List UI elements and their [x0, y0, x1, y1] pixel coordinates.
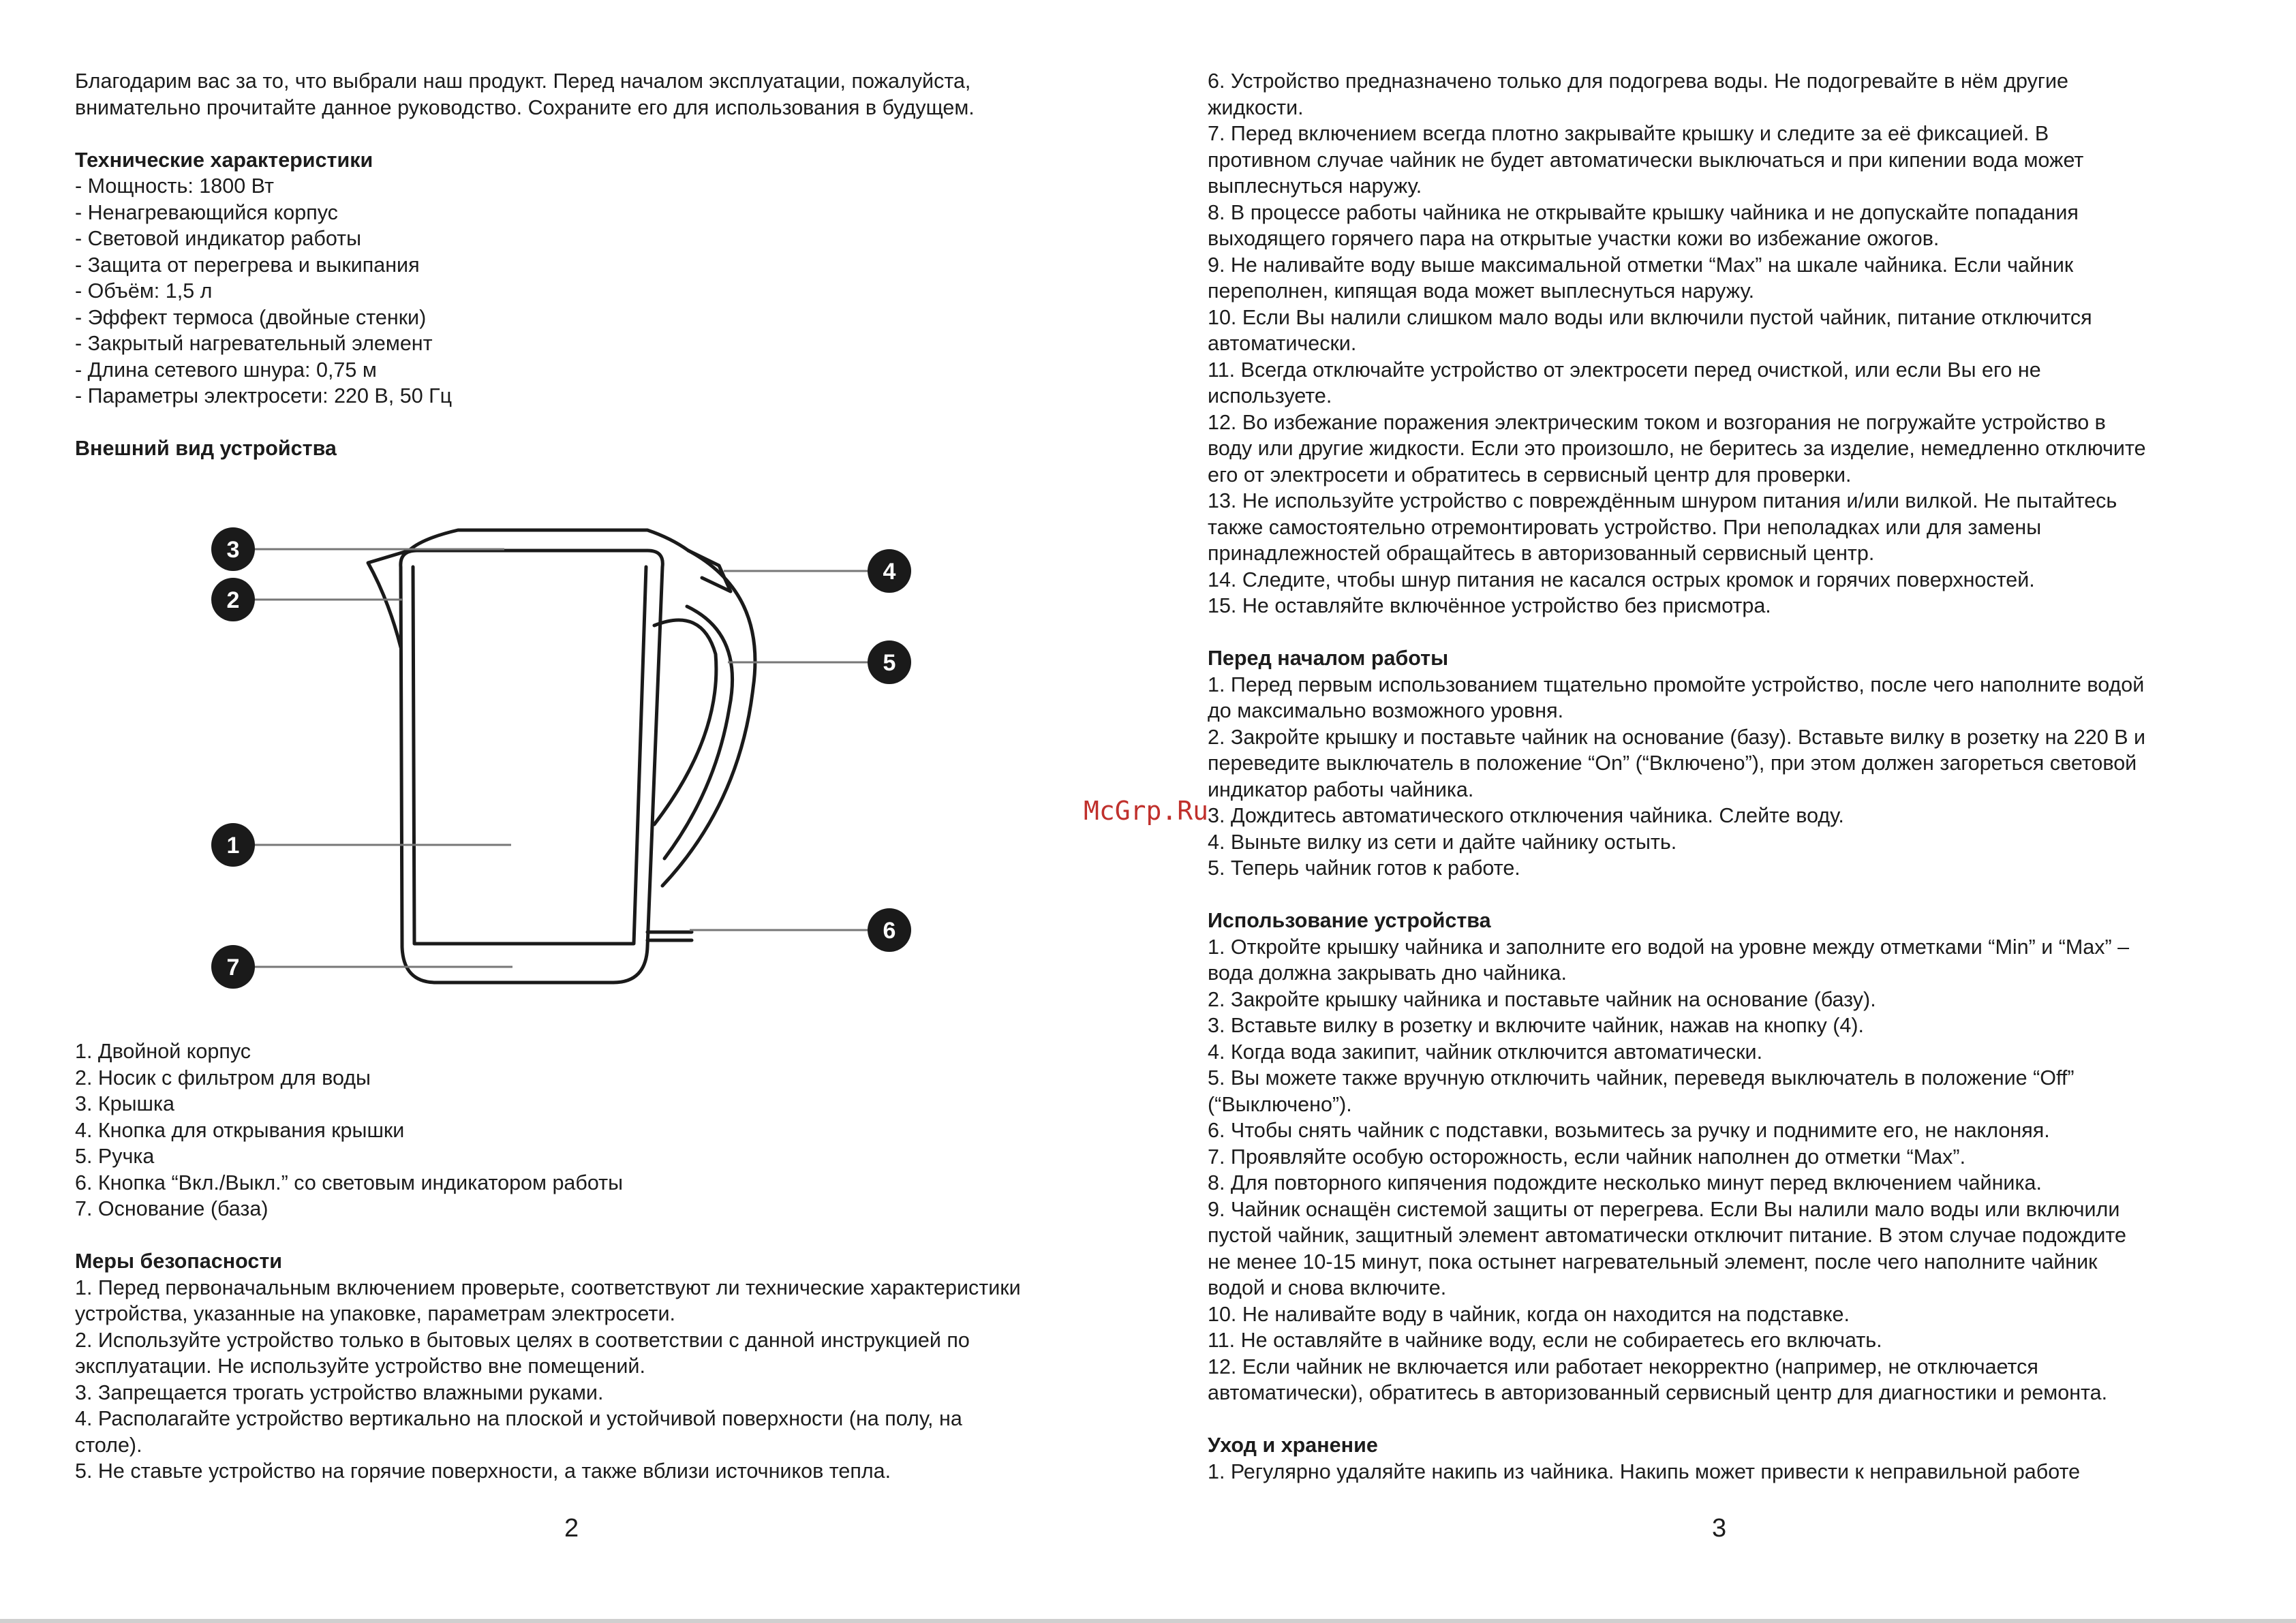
text-line: 7. Перед включением всегда плотно закрывайте крышку и следите за её фиксацией. В — [1208, 122, 2049, 145]
text-line: 9. Не наливайте воду выше максимальной отметки “Max” на шкале чайника. Если чайник — [1208, 253, 2074, 277]
list-item: - Защита от перегрева и выкипания — [75, 253, 420, 277]
text-line: жидкости. — [1208, 95, 1304, 119]
list-item: 1. Двойной корпус — [75, 1040, 251, 1063]
text-line: 15. Не оставляйте включённое устройство без присмотра. — [1208, 594, 1771, 617]
callout-number: 5 — [883, 650, 896, 676]
text-line: его от электросети и обратитесь в сервисный центр для проверки. — [1208, 463, 1852, 486]
watermark: McGrp.Ru — [1084, 796, 1209, 826]
text-line: водой и снова включите. — [1208, 1276, 1447, 1299]
list-item: 2. Носик с фильтром для воды — [75, 1066, 371, 1089]
text-line: также самостоятельно отремонтировать устройство. При неполадках или для замены — [1208, 515, 2042, 539]
text-line: 3. Вставьте вилку в розетку и включите чайник, нажав на кнопку (4). — [1208, 1014, 1864, 1037]
text-line: вода должна закрывать дно чайника. — [1208, 961, 1567, 985]
text-line: эксплуатации. Не используйте устройство вне помещений. — [75, 1355, 645, 1378]
text-line: индикатор работы чайника. — [1208, 777, 1474, 801]
text-line: 6. Устройство предназначено только для подогрева воды. Не подогревайте в нём другие — [1208, 69, 2068, 93]
callout-3 — [211, 527, 255, 571]
list-item: - Ненагревающийся корпус — [75, 200, 338, 224]
switch — [647, 932, 692, 940]
text-line: переведите выключатель в положение “On” (“Включено”), при этом должен загореться световой — [1208, 752, 2137, 775]
text-line: 8. В процессе работы чайника не открывайте крышку чайника и не допускайте попадания — [1208, 200, 2079, 224]
text-line: 5. Вы можете также вручную отключить чайник, переведя выключатель в положение “Off” — [1208, 1066, 2075, 1089]
text-line: 4. Располагайте устройство вертикально на плоской и устойчивой поверхности (на полу, на — [75, 1407, 962, 1430]
text-line: до максимально возможного уровня. — [1208, 699, 1564, 722]
specs-heading: Технические характеристики — [75, 148, 373, 172]
kettle-body-outline — [401, 551, 662, 983]
text-line: 4. Выньте вилку из сети и дайте чайнику остыть. — [1208, 830, 1677, 854]
list-item: - Световой индикатор работы — [75, 227, 362, 250]
safety-continued — [1208, 68, 2271, 619]
text-line: воду или другие жидкости. Если это произошло, не беритесь за изделие, немедленно отключите — [1208, 437, 2146, 460]
list-item: 3. Крышка — [75, 1092, 175, 1115]
bottom-divider — [0, 1619, 2296, 1623]
callout-number: 2 — [226, 587, 240, 613]
callout-number: 7 — [226, 955, 240, 980]
text-line: 1. Регулярно удаляйте накипь из чайника. Накипь может привести к неправильной работе — [1208, 1459, 2081, 1483]
callout-7 — [211, 945, 255, 989]
list-item: - Эффект термоса (двойные стенки) — [75, 305, 427, 329]
text-line: 13. Не используйте устройство с повреждённым шнуром питания и/или вилкой. Не пытайтесь — [1208, 489, 2117, 512]
text-line: 2. Используйте устройство только в бытовых целях в соответствии с данной инструкцией по — [75, 1328, 970, 1352]
left-column-lower — [75, 1038, 1104, 1485]
list-item: - Длина сетевого шнура: 0,75 м — [75, 358, 377, 382]
text-line: принадлежностей обращайтесь в авторизованный сервисный центр. — [1208, 542, 1875, 565]
callout-number: 4 — [883, 559, 896, 585]
care-heading: Уход и хранение — [1208, 1434, 1378, 1457]
kettle-handle-stripe — [664, 606, 733, 859]
text-line: устройства, указанные на упаковке, параметрам электросети. — [75, 1302, 675, 1325]
text-line: 11. Не оставляйте в чайнике воду, если не собираетесь его включать. — [1208, 1329, 1882, 1352]
before-start-list — [1208, 672, 2271, 882]
text-line: 8. Для повторного кипячения подождите несколько минут перед включением чайника. — [1208, 1171, 2042, 1194]
callout-5 — [868, 640, 911, 684]
text-line: выплеснуться наружу. — [1208, 174, 1422, 198]
text-line: 1. Перед первым использованием тщательно промойте устройство, после чего наполните водой — [1208, 673, 2145, 696]
kettle-lid — [409, 530, 688, 551]
callout-2 — [211, 578, 255, 621]
text-line: противном случае чайник не будет автоматически выключаться и при кипении вода может — [1208, 148, 2084, 172]
page-number: 2 — [564, 1514, 579, 1543]
text-line: 5. Теперь чайник готов к работе. — [1208, 856, 1520, 880]
before-start-heading: Перед началом работы — [1208, 647, 1449, 670]
text-line: 12. Во избежание поражения электрическим током и возгорания не погружайте устройство в — [1208, 410, 2106, 434]
text-line: 6. Чтобы снять чайник с подставки, возьмитесь за ручку и поднимите его, не наклоняя. — [1208, 1119, 2050, 1142]
kettle-handle-inner — [654, 620, 716, 824]
text-line: выходящего горячего пара на открытые участки кожи во избежание ожогов. — [1208, 227, 1940, 250]
safety-list — [75, 1275, 1104, 1485]
text-line: Благодарим вас за то, что выбрали наш продукт. Перед началом эксплуатации, пожалуйста, — [75, 69, 971, 93]
kettle-body-inner — [413, 567, 646, 944]
text-line: 10. Не наливайте воду в чайник, когда он находится на подставке. — [1208, 1302, 1850, 1326]
callout-6 — [868, 908, 911, 952]
care-list — [1208, 1459, 2271, 1485]
text-line: не менее 10-15 минут, пока остынет нагревательный элемент, после чего наполните чайник — [1208, 1250, 2098, 1273]
specs-list — [75, 173, 1104, 409]
text-line: 12. Если чайник не включается или работает некорректно (например, не отключается — [1208, 1355, 2038, 1378]
text-line: внимательно прочитайте данное руководство. Сохраните его для использования в будущем. — [75, 95, 975, 119]
text-line: 3. Запрещается трогать устройство влажными руками. — [75, 1380, 604, 1404]
list-item: - Закрытый нагревательный элемент — [75, 332, 433, 355]
list-item: 7. Основание (база) — [75, 1197, 269, 1220]
text-line: автоматически), обратитесь в авторизованный сервисный центр для диагностики и ремонта. — [1208, 1381, 2108, 1404]
list-item: 5. Ручка — [75, 1145, 155, 1168]
kettle-diagram — [191, 497, 940, 1002]
callout-number: 1 — [226, 833, 240, 859]
callout-4 — [868, 549, 911, 593]
list-item: - Объём: 1,5 л — [75, 279, 213, 303]
callout-number: 3 — [226, 537, 240, 563]
text-line: 9. Чайник оснащён системой защиты от перегрева. Если Вы налили мало воды или включили — [1208, 1197, 2120, 1221]
text-line: 2. Закройте крышку чайника и поставьте чайник на основание (базу). — [1208, 987, 1876, 1011]
list-item: - Параметры электросети: 220 В, 50 Гц — [75, 384, 453, 407]
right-page — [1148, 0, 2296, 1623]
text-line: 14. Следите, чтобы шнур питания не касался острых кромок и горячих поверхностей. — [1208, 568, 2035, 591]
usage-list — [1208, 934, 2271, 1406]
text-line: 4. Когда вода закипит, чайник отключится автоматически. — [1208, 1040, 1763, 1064]
text-line: 10. Если Вы налили слишком мало воды или включили пустой чайник, питание отключится — [1208, 305, 2092, 329]
text-line: 1. Откройте крышку чайника и заполните его водой на уровне между отметками “Min” и “Max” – — [1208, 935, 2130, 959]
page-number: 3 — [1712, 1514, 1727, 1543]
list-item: 4. Кнопка для открывания крышки — [75, 1118, 405, 1142]
text-line: 5. Не ставьте устройство на горячие поверхности, а также вблизи источников тепла. — [75, 1459, 891, 1483]
appearance-heading: Внешний вид устройства — [75, 437, 337, 460]
text-line: столе). — [75, 1433, 142, 1457]
text-line: 2. Закройте крышку и поставьте чайник на основание (базу). Вставьте вилку в розетку на 220 В и — [1208, 725, 2146, 749]
text-line: автоматически. — [1208, 332, 1357, 355]
list-item: 6. Кнопка “Вкл./Выкл.” со световым индикатором работы — [75, 1171, 624, 1194]
intro-text — [75, 68, 1104, 121]
text-line: (“Выключено”). — [1208, 1092, 1352, 1116]
text-line: 7. Проявляйте особую осторожность, если чайник наполнен до отметки “Max”. — [1208, 1145, 1966, 1169]
parts-list — [75, 1038, 1104, 1222]
callout-1 — [211, 823, 255, 867]
text-line: пустой чайник, защитный элемент автоматически отключит питание. В этом случае подождите — [1208, 1224, 2126, 1247]
usage-heading: Использование устройства — [1208, 909, 1491, 932]
right-column — [1208, 68, 2271, 1485]
text-line: 3. Дождитесь автоматического отключения чайника. Слейте воду. — [1208, 804, 1844, 827]
text-line: 1. Перед первоначальным включением проверьте, соответствуют ли технические характеристики — [75, 1276, 1021, 1299]
text-line: переполнен, кипящая вода может выплеснуться наружу. — [1208, 279, 1755, 303]
text-line: 11. Всегда отключайте устройство от электросети перед очисткой, или если Вы его не — [1208, 358, 2041, 382]
text-line: используете. — [1208, 384, 1332, 407]
left-column — [75, 68, 1104, 462]
list-item: - Мощность: 1800 Вт — [75, 174, 274, 198]
callout-number: 6 — [883, 918, 896, 944]
safety-heading: Меры безопасности — [75, 1250, 283, 1273]
